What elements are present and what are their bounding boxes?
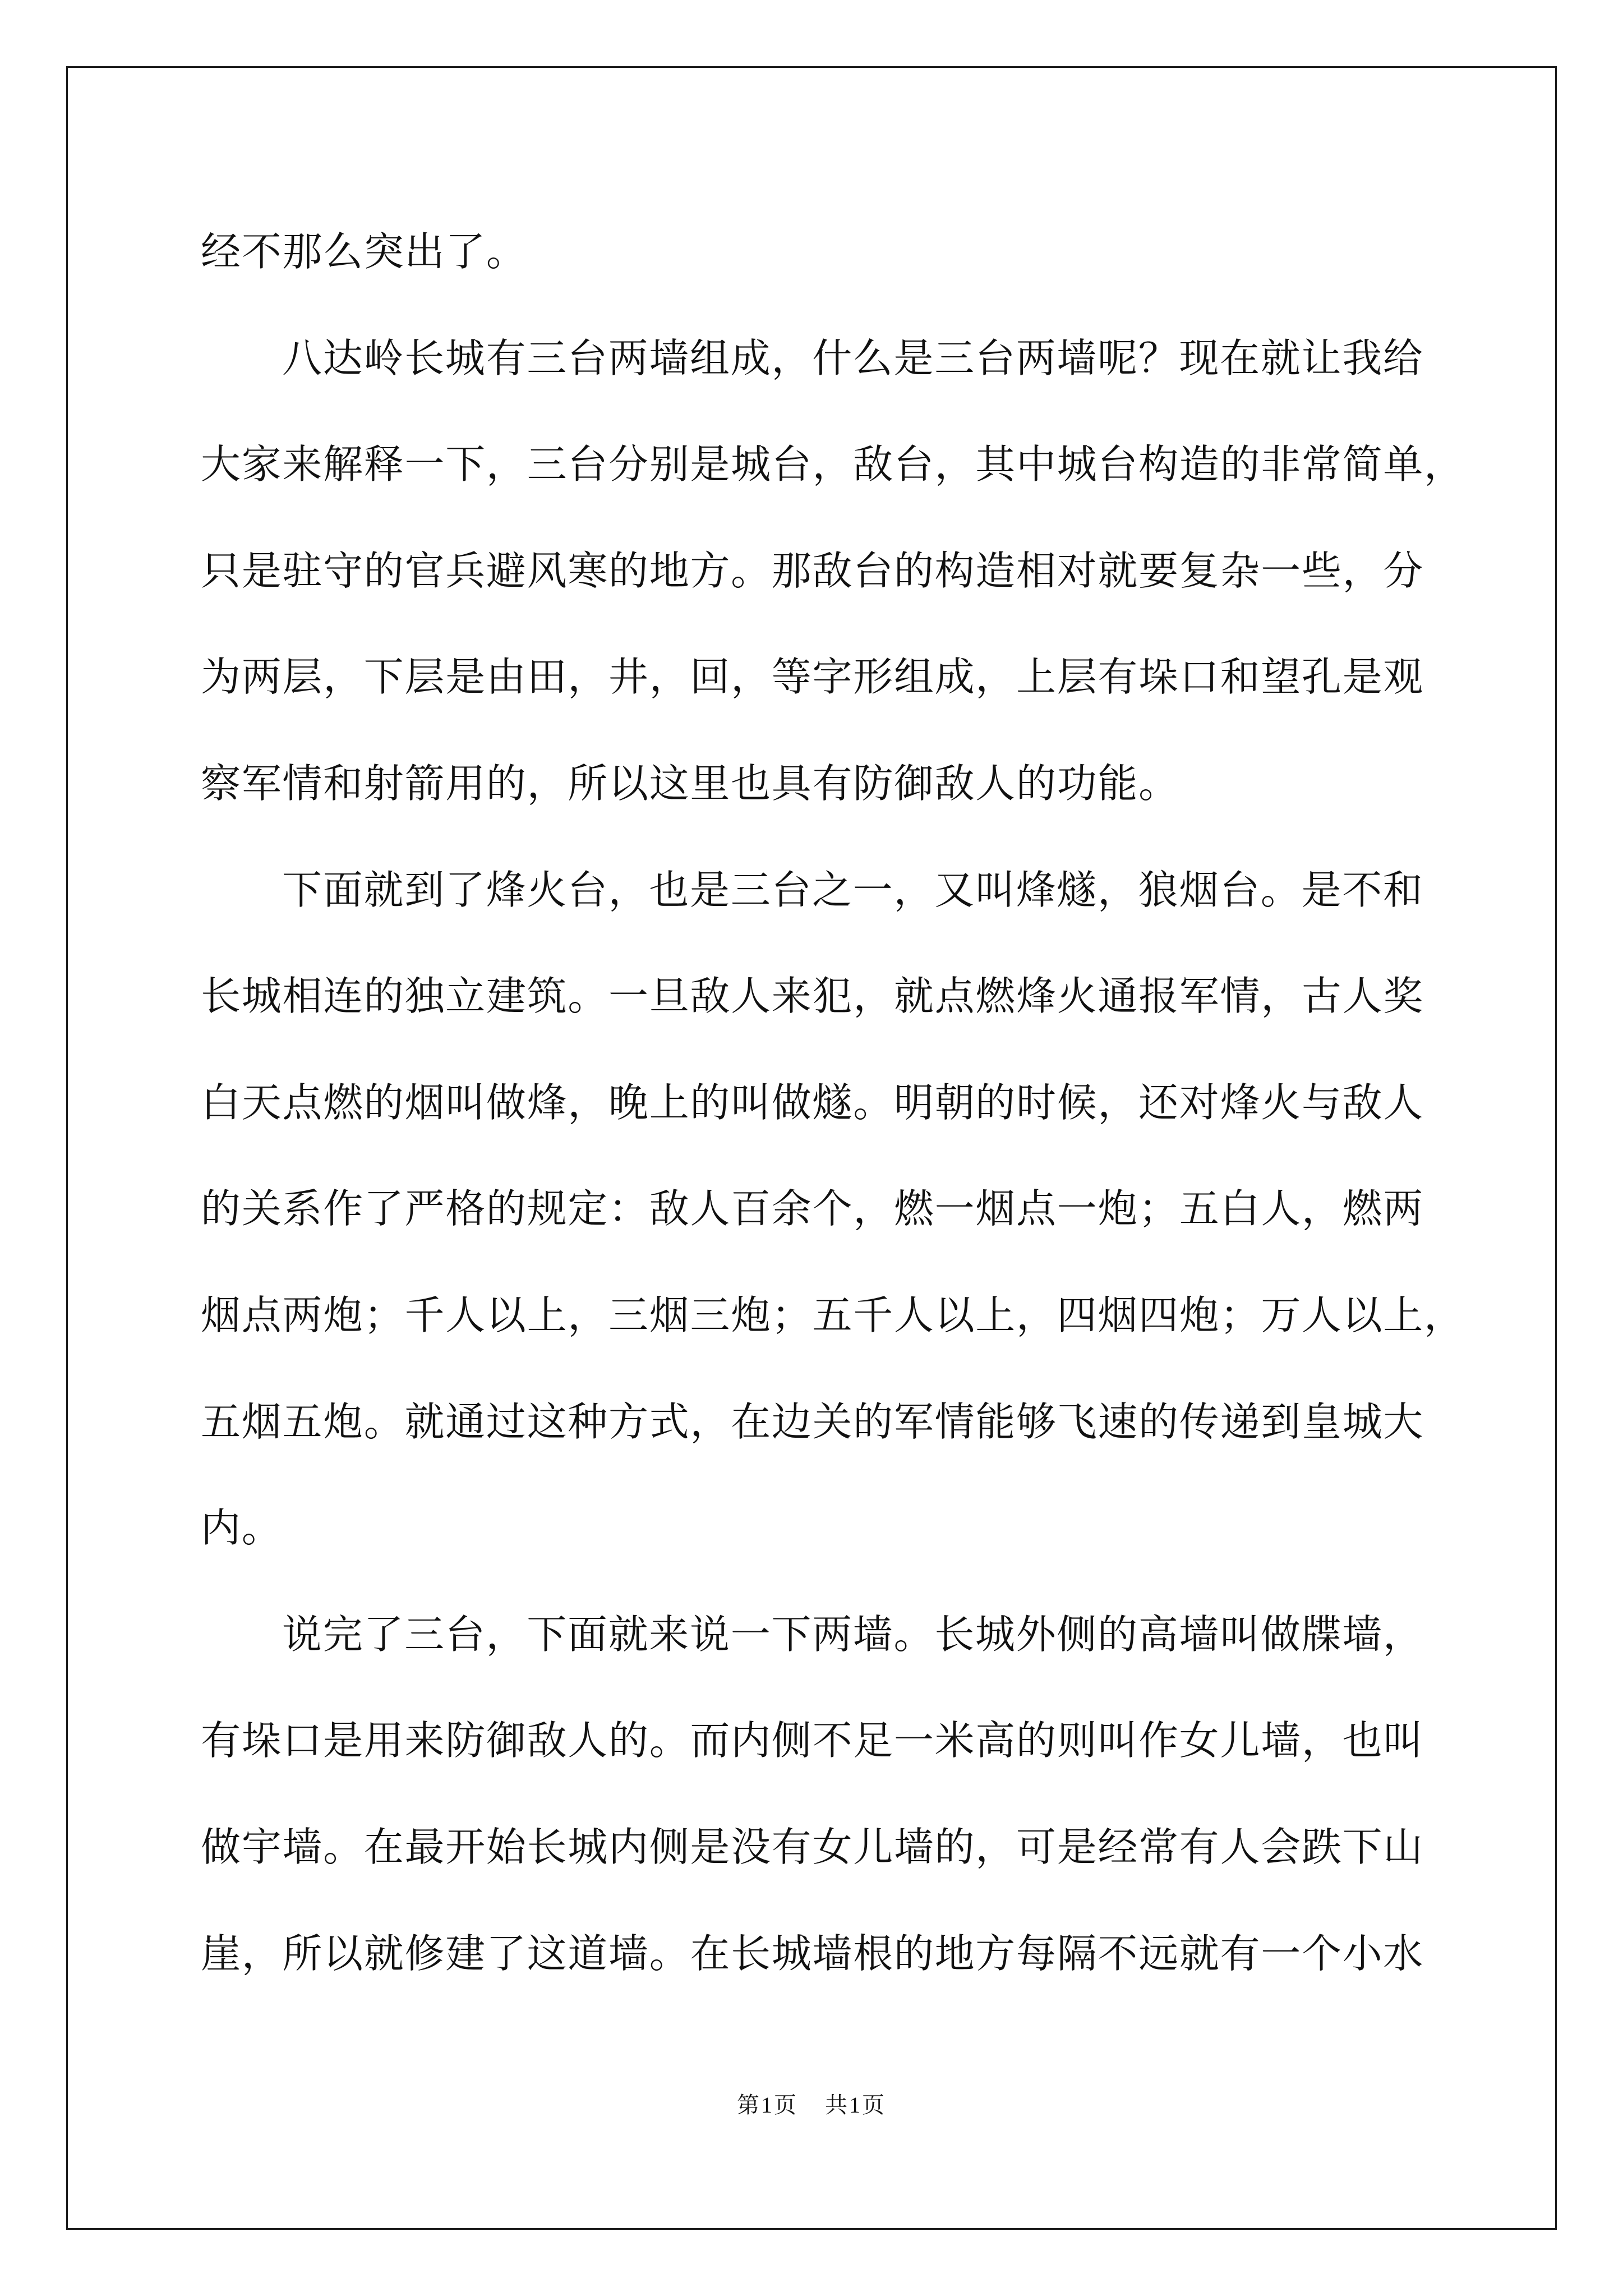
text-line: 长城相连的独立建筑。一旦敌人来犯，就点燃烽火通报军情，古人奖: [201, 973, 1424, 1020]
paragraph: [201, 1581, 1491, 2007]
page-footer: [0, 2090, 1623, 2121]
text-line: 大家来解释一下，三台分别是城台，敌台，其中城台构造的非常简单，: [201, 441, 1465, 488]
page-number-label: 第1页: [737, 2092, 798, 2118]
document-body: [201, 199, 1491, 2007]
text-line: 说完了三台，下面就来说一下两墙。长城外侧的高墙叫做牒墙，: [282, 1611, 1424, 1658]
text-line: 有垛口是用来防御敌人的。而内侧不足一米高的则叫作女儿墙，也叫: [201, 1717, 1424, 1764]
text-line: 下面就到了烽火台，也是三台之一，又叫烽燧，狼烟台。是不和: [282, 866, 1424, 913]
text-line: 白天点燃的烟叫做烽，晚上的叫做燧。明朝的时候，还对烽火与敌人: [201, 1079, 1424, 1126]
text-line: 内。: [201, 1504, 283, 1552]
text-line: 察军情和射箭用的，所以这里也具有防御敌人的功能。: [201, 760, 1179, 807]
text-line: 烟点两炮；千人以上，三烟三炮；五千人以上，四烟四炮；万人以上，: [201, 1291, 1465, 1338]
paragraph: [201, 199, 1491, 305]
text-line: 只是驻守的官兵避风寒的地方。那敌台的构造相对就要复杂一些，分: [201, 547, 1424, 594]
paragraph: [201, 305, 1491, 837]
text-line: 崖，所以就修建了这道墙。在长城墙根的地方每隔不远就有一个小水: [201, 1930, 1424, 1977]
text-line: 为两层，下层是由田，井，回，等字形组成，上层有垛口和望孔是观: [201, 654, 1424, 701]
text-line: 五烟五炮。就通过这种方式，在边关的军情能够飞速的传递到皇城大: [201, 1398, 1424, 1445]
text-line: 八达岭长城有三台两墙组成，什么是三台两墙呢？现在就让我给: [282, 334, 1424, 381]
page-total-label: 共1页: [825, 2092, 886, 2118]
paragraph: [201, 837, 1491, 1581]
text-line: 的关系作了严格的规定：敌人百余个，燃一烟点一炮；五白人，燃两: [201, 1185, 1424, 1232]
text-line: 经不那么突出了。: [201, 228, 527, 275]
text-line: 做宇墙。在最开始长城内侧是没有女儿墙的，可是经常有人会跌下山: [201, 1823, 1424, 1870]
